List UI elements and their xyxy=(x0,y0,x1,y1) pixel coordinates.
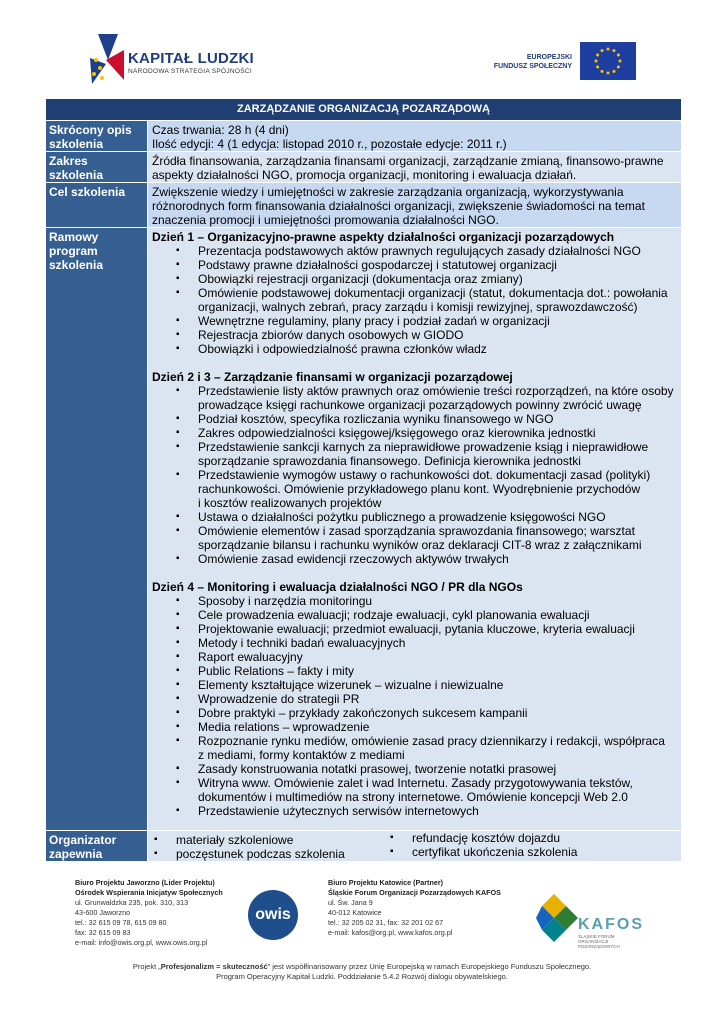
value-program xyxy=(148,228,682,831)
footer-line: ul. Św. Jana 9 xyxy=(328,898,373,907)
list-item-line: ▪ Cele prowadzenia ewaluacji; rodzaje ewaluacji, cykl planowania ewaluacji xyxy=(198,608,590,622)
kapital-ludzki-text xyxy=(128,50,254,75)
list-item xyxy=(176,328,678,342)
list-item xyxy=(176,384,678,412)
list-item-line: ▪ Projektowanie ewaluacji; przedmiot ewaluacji, pytania kluczowe, kryteria ewaluacji xyxy=(198,622,635,636)
value-line: znaczenia promocji i umiejętności promowania działalności NGO. xyxy=(152,213,499,227)
list-item xyxy=(176,622,678,636)
list-item-line: rachunkowości. Omówienie przykładowego planu kont. Wyodrębnienie przychodów xyxy=(198,482,641,496)
value-line: aspekty działalności NGO, promocja organizacji, monitoring i ewaluacja działań. xyxy=(152,168,577,182)
list-item-line: ▪ Rozpoznanie rynku mediów, omówienie zasad pracy dziennikarzy i redakcji, współpraca xyxy=(198,734,665,748)
list-item xyxy=(176,258,678,272)
label-zakres xyxy=(46,152,148,183)
footer-line: Ośrodek Wspierania Inicjatyw Społecznych xyxy=(75,888,223,897)
list-item-line: ▪ Przedstawienie sankcji karnych za nieprawidłowe prowadzenie ksiąg i nieprawidłowe xyxy=(198,440,649,454)
list-item-line: ▪ Metody i techniki badań ewaluacyjnych xyxy=(198,636,406,650)
organizator-grid xyxy=(152,833,678,861)
list-item-line: ▪ Podstawy prawne działalności gospodarczej i statutowej organizacji xyxy=(198,258,557,272)
list-item-line: z mediami, formy kontaktów z mediami xyxy=(198,748,405,762)
list-item xyxy=(176,552,678,566)
list-item xyxy=(176,706,678,720)
table-title: ZARZĄDZANIE ORGANIZACJĄ POZARZĄDOWĄ xyxy=(46,99,682,121)
footer-line: ul. Grunwaldzka 235, pok. 310, 313 xyxy=(75,898,189,907)
list-item-line: ▪ Podział kosztów, specyfika rozliczania wyniku finansowego w NGO xyxy=(198,412,554,426)
page-footer xyxy=(0,878,724,1024)
row-zakres xyxy=(46,152,682,183)
footer-line: 40-012 Katowice xyxy=(328,908,382,917)
project-line-2: Program Operacyjny Kapitał Ludzki. Poddziałanie 5.4.2 Rozwój dialogu obywatelskiego. xyxy=(216,972,508,981)
list-item xyxy=(176,594,678,608)
list-item-line: ▪ Sposoby i narzędzia monitoringu xyxy=(198,594,373,608)
efs-line-1: EUROPEJSKI xyxy=(526,54,572,61)
kapital-ludzki-title: KAPITAŁ LUDZKI xyxy=(128,50,254,67)
project-post: ” jest współfinansowany przez Unię Europejską w ramach Europejskiego Funduszu Społecznego. xyxy=(267,962,592,971)
day-2-3-list xyxy=(152,384,678,566)
label-line: Zakres xyxy=(49,154,88,168)
kapital-ludzki-subtitle: NARODOWA STRATEGIA SPÓJNOŚCI xyxy=(128,68,252,75)
list-item-line: sporządzanie bilansu i rachunku wyników oraz deklaracji CIT-8 wraz z załącznikami xyxy=(198,538,642,552)
list-item-line: ▪ Przedstawienie listy aktów prawnych oraz omówienie treści rozporządzeń, na które osoby xyxy=(198,384,674,398)
list-item xyxy=(176,510,678,524)
label-cel xyxy=(46,183,148,228)
list-item-line: dokumentów i multimediów na strony internetowe. Omówienie koncepcji Web 2.0 xyxy=(198,790,628,804)
footer-line: Biuro Projektu Katowice (Partner) xyxy=(328,878,444,887)
list-item xyxy=(176,272,678,286)
row-cel xyxy=(46,183,682,228)
value-skrocony-opis xyxy=(148,121,682,152)
list-item: ▪ materiały szkoleniowe xyxy=(154,833,388,847)
value-line: Źródła finansowania, zarządzania finansami organizacji, zarządzanie zmianą, finansowo-prawne xyxy=(152,154,664,168)
list-item xyxy=(176,776,678,804)
list-item-line: ▪ Wewnętrzne regulaminy, plany pracy i podział zadań w organizacji xyxy=(198,314,550,328)
eu-flag-icon xyxy=(580,42,636,80)
label-line: zapewnia xyxy=(49,847,103,861)
list-item-line: sporządzanie sprawozdania finansowego. Definicja kierownika jednostki xyxy=(198,454,581,468)
project-note xyxy=(0,962,724,982)
list-item xyxy=(176,412,678,426)
value-line: różnorodnych form finansowania działalności organizacji, zwiększenie świadomości na temat xyxy=(152,199,645,213)
list-item xyxy=(176,426,678,440)
label-line: Organizator xyxy=(49,833,117,847)
kapital-ludzki-logo-icon xyxy=(84,30,128,86)
value-line: Zwiększenie wiedzy i umiejętności w zakresie zarządzania organizacją, wykorzystywania xyxy=(152,185,624,199)
label-line: Ramowy xyxy=(49,230,99,244)
list-item xyxy=(176,734,678,762)
value-cel xyxy=(148,183,682,228)
list-item-line: i kosztów realizowanych projektów xyxy=(198,496,382,510)
footer-line: e-mail: kafos@org.pl, www.kafos.org.pl xyxy=(328,928,453,937)
list-item-line: ▪ Zakres odpowiedzialności księgowej/księgowego oraz kierownika jednostki xyxy=(198,426,596,440)
list-item xyxy=(176,440,678,468)
list-item: ▪ refundację kosztów dojazdu xyxy=(390,831,624,845)
value-organizator xyxy=(148,831,682,862)
page-header xyxy=(0,0,724,95)
footer-line: 43-600 Jaworzno xyxy=(75,908,131,917)
organizator-col-1 xyxy=(152,833,388,861)
list-item xyxy=(176,804,678,818)
value-line: Ilość edycji: 4 (1 edycja: listopad 2010 r., pozostałe edycje: 2011 r.) xyxy=(152,137,507,151)
list-item-line: ▪ Przedstawienie wymogów ustawy o rachunkowości dot. dokumentacji zasad (polityki) xyxy=(198,468,651,482)
day-1-list xyxy=(152,244,678,356)
list-item-line: ▪ Omówienie podstawowej dokumentacji organizacji (statut, dokumentacja dot.: powołania xyxy=(198,286,668,300)
list-item xyxy=(176,314,678,328)
day-1-title: Dzień 1 – Organizacyjno-prawne aspekty działalności organizacji pozarządowych xyxy=(152,230,615,244)
list-item xyxy=(176,468,678,510)
footer-line: tel.: 32 205 02 31, fax: 32 201 02 67 xyxy=(328,918,444,927)
footer-line: fax: 32 615 09 83 xyxy=(75,928,131,937)
list-item xyxy=(176,342,678,356)
project-name: Profesjonalizm = skuteczność xyxy=(160,962,268,971)
list-item-line: ▪ Omówienie zasad ewidencji rzeczowych aktywów trwałych xyxy=(198,552,509,566)
row-organizator xyxy=(46,831,682,862)
label-line: Skrócony opis xyxy=(49,123,132,137)
footer-line: tel.: 32 615 09 78, 615 09 80 xyxy=(75,918,167,927)
list-item xyxy=(176,286,678,314)
list-item xyxy=(176,692,678,706)
list-item-line: ▪ Witryna www. Omówienie zalet i wad Internetu. Zasady przygotowywania tekstów, xyxy=(198,776,633,790)
list-item-line: ▪ Wprowadzenie do strategii PR xyxy=(198,692,360,706)
list-item-line: ▪ Ustawa o działalności pożytku publicznego a prowadzenie księgowości NGO xyxy=(198,510,606,524)
footer-line: e-mail: info@owis.org.pl, www.owis.org.pl xyxy=(75,938,208,947)
label-line: program xyxy=(49,244,98,258)
kafos-subtitle: ŚLĄSKIE FORUM ORGANIZACJI POZARZĄDOWYCH xyxy=(578,934,620,949)
list-item-line: ▪ Elementy kształtujące wizerunek – wizualne i niewizualne xyxy=(198,678,504,692)
day-2-3-title: Dzień 2 i 3 – Zarządzanie finansami w organizacji pozarządowej xyxy=(152,370,513,384)
kafos-name: KAFOS xyxy=(578,916,644,933)
list-item xyxy=(176,678,678,692)
footer-owis-address xyxy=(75,878,223,948)
label-organizator xyxy=(46,831,148,862)
list-item xyxy=(176,650,678,664)
row-program xyxy=(46,228,682,831)
organizator-col-2 xyxy=(388,831,624,861)
list-item: ▪ certyfikat ukończenia szkolenia xyxy=(390,845,624,859)
list-item xyxy=(176,636,678,650)
footer-line: Biuro Projektu Jaworzno (Lider Projektu) xyxy=(75,878,215,887)
list-item xyxy=(176,244,678,258)
label-program xyxy=(46,228,148,831)
list-item-line: ▪ Public Relations – fakty i mity xyxy=(198,664,355,678)
efs-text xyxy=(494,53,572,71)
footer-line: Śląskie Forum Organizacji Pozarządowych KAFOS xyxy=(328,888,501,897)
list-item xyxy=(176,524,678,552)
label-line: szkolenia xyxy=(49,168,104,182)
row-skrocony-opis xyxy=(46,121,682,152)
label-line: szkolenia xyxy=(49,137,104,151)
list-item-line: ▪ Rejestracja zbiorów danych osobowych w GIODO xyxy=(198,328,464,342)
list-item-line: ▪ Przedstawienie użytecznych serwisów internetowych xyxy=(198,804,479,818)
list-item-line: ▪ Prezentacja podstawowych aktów prawnych regulujących zasady działalności NGO xyxy=(198,244,641,258)
list-item-line: ▪ Obowiązki i odpowiedzialność prawna członków władz xyxy=(198,342,487,356)
list-item xyxy=(176,664,678,678)
day-4-list xyxy=(152,594,678,818)
list-item-line: ▪ Obowiązki rejestracji organizacji (dokumentacja oraz zmiany) xyxy=(198,272,523,286)
list-item-line: organizacji, walnych zebrań, pracy zarządu i komisji rewizyjnej, sprawozdawczość) xyxy=(198,300,638,314)
value-line: Czas trwania: 28 h (4 dni) xyxy=(152,123,289,137)
list-item-line: ▪ Omówienie elementów i zasad sporządzania sprawozdania finansowego; warsztat xyxy=(198,524,635,538)
footer-kafos-address xyxy=(328,878,501,938)
training-table xyxy=(45,98,682,862)
list-item-line: prowadzące księgi rachunkowe organizacji pozarządowych powinny zwrócić uwagę xyxy=(198,398,642,412)
label-line: Cel szkolenia xyxy=(49,185,126,199)
list-item-line: ▪ Raport ewaluacyjny xyxy=(198,650,303,664)
list-item xyxy=(176,720,678,734)
list-item xyxy=(176,762,678,776)
label-line: szkolenia xyxy=(49,258,104,272)
efs-line-2: FUNDUSZ SPOŁECZNY xyxy=(493,63,572,70)
project-pre: Projekt „ xyxy=(132,962,161,971)
list-item: ▪ poczęstunek podczas szkolenia xyxy=(154,847,388,861)
value-zakres xyxy=(148,152,682,183)
owis-logo: owis xyxy=(248,890,298,940)
list-item xyxy=(176,608,678,622)
label-skrocony-opis xyxy=(46,121,148,152)
list-item-line: ▪ Media relations – wprowadzenie xyxy=(198,720,370,734)
day-4-title: Dzień 4 – Monitoring i ewaluacja działalności NGO / PR dla NGOs xyxy=(152,580,523,594)
list-item-line: ▪ Zasady konstruowania notatki prasowej, tworzenie notatki prasowej xyxy=(198,762,557,776)
list-item-line: ▪ Dobre praktyki – przykłady zakończonych sukcesem kampanii xyxy=(198,706,528,720)
